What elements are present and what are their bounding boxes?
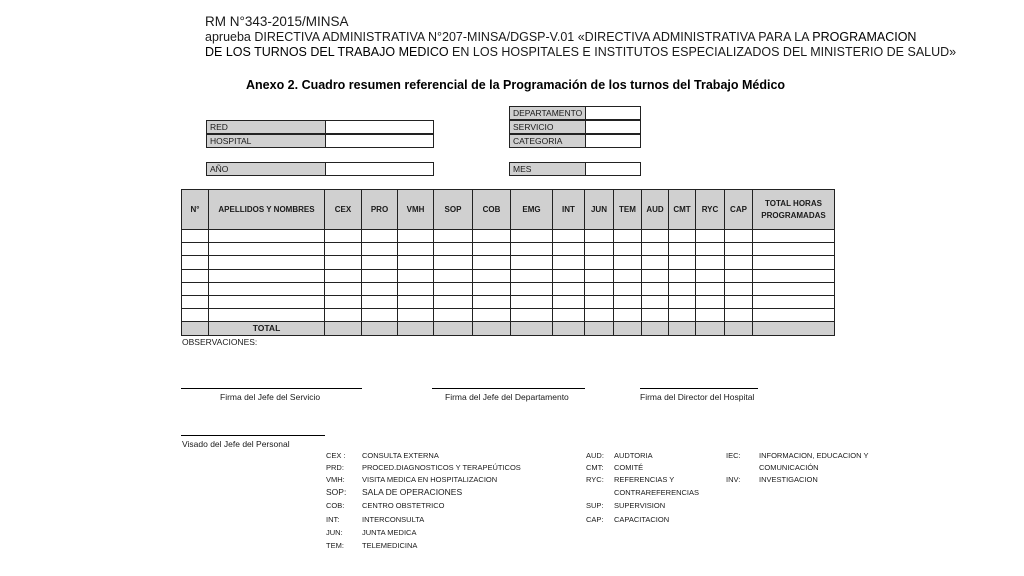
table-row (182, 309, 835, 322)
table-cell[interactable] (725, 256, 753, 269)
header-line-3 (205, 45, 956, 59)
red-input[interactable] (325, 120, 434, 134)
table-row (182, 295, 835, 308)
table-cell[interactable] (614, 309, 642, 322)
table-cell[interactable] (696, 243, 725, 256)
table-cell[interactable] (753, 243, 835, 256)
table-cell[interactable] (614, 295, 642, 308)
table-cell[interactable] (725, 309, 753, 322)
table-cell[interactable] (434, 282, 473, 295)
col-header-name: APELLIDOS Y NOMBRES (209, 190, 325, 230)
table-cell[interactable] (325, 295, 362, 308)
table-cell[interactable] (473, 230, 511, 243)
table-cell[interactable] (696, 282, 725, 295)
observations-label: OBSERVACIONES: (182, 337, 258, 347)
anio-input[interactable] (325, 162, 434, 176)
table-cell[interactable] (362, 309, 398, 322)
table-cell[interactable] (325, 256, 362, 269)
total-hours-line1: TOTAL HORAS (765, 198, 822, 208)
anio-label: AÑO (206, 162, 326, 176)
servicio-input[interactable] (585, 120, 641, 134)
legend-desc: JUNTA MEDICA (362, 528, 417, 537)
signature-line-departamento (432, 388, 585, 389)
table-cell[interactable] (553, 256, 585, 269)
legend-code: JUN: (326, 528, 343, 537)
table-cell[interactable] (362, 256, 398, 269)
col-header-jun: JUN (585, 190, 614, 230)
table-cell[interactable] (585, 269, 614, 282)
table-cell[interactable] (434, 243, 473, 256)
col-header-cob: COB (473, 190, 511, 230)
legend-code: CMT: (586, 463, 604, 472)
table-cell[interactable] (362, 282, 398, 295)
table-cell[interactable] (614, 269, 642, 282)
table-cell[interactable] (434, 230, 473, 243)
table-cell[interactable] (434, 295, 473, 308)
table-cell[interactable] (182, 230, 209, 243)
table-cell[interactable] (725, 322, 753, 335)
table-cell[interactable] (473, 282, 511, 295)
legend-desc: CENTRO OBSTETRICO (362, 501, 445, 510)
table-cell[interactable] (669, 309, 696, 322)
table-cell[interactable] (553, 295, 585, 308)
legend-code: AUD: (586, 451, 604, 460)
table-cell[interactable] (753, 256, 835, 269)
table-cell[interactable] (398, 322, 434, 335)
departamento-label: DEPARTAMENTO (509, 106, 586, 120)
table-row (182, 230, 835, 243)
legend-desc: AUDTORIA (614, 451, 653, 460)
total-hours-line2: PROGRAMADAS (761, 210, 826, 220)
total-row (182, 322, 835, 335)
legend-code: PRD: (326, 463, 344, 472)
table-cell[interactable] (473, 256, 511, 269)
table-cell[interactable] (642, 243, 669, 256)
legend-desc: SALA DE OPERACIONES (362, 487, 463, 497)
table-cell[interactable] (182, 256, 209, 269)
table-cell[interactable] (753, 309, 835, 322)
table-cell[interactable] (585, 309, 614, 322)
table-cell[interactable] (209, 309, 325, 322)
table-cell[interactable] (614, 243, 642, 256)
table-cell[interactable] (182, 309, 209, 322)
header-line-3-highlight: DE LOS TURNOS DEL TRABAJO MEDICO (205, 45, 449, 59)
table-cell[interactable] (753, 322, 835, 335)
legend-code: CAP: (586, 515, 604, 524)
table-cell[interactable] (511, 256, 553, 269)
table-cell[interactable] (182, 295, 209, 308)
departamento-input[interactable] (585, 106, 641, 120)
table-cell[interactable] (511, 309, 553, 322)
table-cell[interactable] (725, 295, 753, 308)
col-header-sop: SOP (434, 190, 473, 230)
table-cell[interactable] (614, 282, 642, 295)
legend-code: INV: (726, 475, 741, 484)
legend-code: TEM: (326, 541, 344, 550)
legend-code: INT: (326, 515, 340, 524)
table-cell[interactable] (669, 269, 696, 282)
table-cell[interactable] (398, 230, 434, 243)
table-cell[interactable] (753, 295, 835, 308)
table-cell[interactable] (325, 322, 362, 335)
col-header-number: N° (182, 190, 209, 230)
legend-desc: CONTRAREFERENCIAS (614, 488, 700, 497)
table-cell[interactable] (473, 295, 511, 308)
table-cell[interactable] (362, 230, 398, 243)
hospital-input[interactable] (325, 134, 434, 148)
table-cell[interactable] (434, 269, 473, 282)
legend-code: SOP: (326, 487, 347, 497)
hospital-label: HOSPITAL (206, 134, 326, 148)
mes-label: MES (509, 162, 586, 176)
table-cell[interactable] (614, 322, 642, 335)
table-cell[interactable] (511, 230, 553, 243)
table-cell[interactable] (325, 243, 362, 256)
table-cell[interactable] (398, 256, 434, 269)
header-line-3-text: EN LOS HOSPITALES E INSTITUTOS ESPECIALIZADOS DEL MINISTERIO DE SALUD» (448, 45, 957, 59)
table-cell[interactable] (434, 309, 473, 322)
col-header-total-hours (753, 190, 835, 230)
header-line-2-highlight: PROGRAMACION (812, 30, 917, 44)
table-cell[interactable] (398, 309, 434, 322)
table-cell[interactable] (642, 309, 669, 322)
table-cell[interactable] (753, 230, 835, 243)
table-cell[interactable] (511, 269, 553, 282)
table-cell[interactable] (696, 295, 725, 308)
table-cell[interactable] (209, 230, 325, 243)
table-cell[interactable] (669, 230, 696, 243)
legend-desc: INFORMACION, EDUCACION Y (759, 451, 869, 460)
signature-line-personal (181, 435, 325, 436)
table-cell[interactable] (209, 269, 325, 282)
table-cell[interactable] (209, 256, 325, 269)
table-cell[interactable] (696, 269, 725, 282)
signature-jefe-departamento: Firma del Jefe del Departamento (445, 392, 569, 402)
legend-desc: REFERENCIAS Y (614, 475, 675, 484)
table-cell[interactable] (398, 243, 434, 256)
mes-input[interactable] (585, 162, 641, 176)
table-cell[interactable] (325, 269, 362, 282)
table-cell[interactable] (642, 230, 669, 243)
table-cell[interactable] (696, 322, 725, 335)
signature-line-servicio (181, 388, 362, 389)
table-cell[interactable] (325, 309, 362, 322)
categoria-input[interactable] (585, 134, 641, 148)
table-cell[interactable] (553, 282, 585, 295)
table-row (182, 282, 835, 295)
legend-desc: COMITÉ (614, 463, 644, 472)
table-cell[interactable] (669, 322, 696, 335)
table-cell[interactable] (325, 230, 362, 243)
table-cell[interactable] (398, 269, 434, 282)
table-cell[interactable] (398, 282, 434, 295)
legend-desc: PROCED.DIAGNOSTICOS Y TERAPEÚTICOS (362, 463, 521, 472)
table-cell[interactable] (585, 256, 614, 269)
table-cell[interactable] (725, 269, 753, 282)
table-cell[interactable] (398, 295, 434, 308)
col-header-vmh: VMH (398, 190, 434, 230)
table-cell[interactable] (696, 230, 725, 243)
legend-desc: COMUNICACIÓN (759, 463, 819, 472)
table-cell[interactable] (362, 243, 398, 256)
shifts-table (181, 189, 835, 336)
table-cell[interactable] (585, 282, 614, 295)
table-cell[interactable] (753, 269, 835, 282)
header-line-2 (205, 30, 916, 44)
table-cell[interactable] (725, 243, 753, 256)
col-header-ryc: RYC (696, 190, 725, 230)
table-cell[interactable] (362, 295, 398, 308)
legend-code: CEX : (326, 451, 346, 460)
table-cell[interactable] (614, 256, 642, 269)
table-cell[interactable] (511, 322, 553, 335)
table-cell[interactable] (209, 243, 325, 256)
table-cell[interactable] (209, 295, 325, 308)
resolution-number: RM N°343-2015/MINSA (205, 14, 349, 29)
table-row (182, 256, 835, 269)
table-cell[interactable] (725, 282, 753, 295)
servicio-label: SERVICIO (509, 120, 586, 134)
total-row-number (182, 322, 209, 335)
legend-code: RYC: (586, 475, 604, 484)
table-cell[interactable] (325, 282, 362, 295)
total-label: TOTAL (209, 322, 325, 335)
table-cell[interactable] (669, 295, 696, 308)
table-cell[interactable] (182, 282, 209, 295)
table-cell[interactable] (553, 230, 585, 243)
table-cell[interactable] (669, 243, 696, 256)
table-cell[interactable] (209, 282, 325, 295)
legend-desc: CONSULTA EXTERNA (362, 451, 439, 460)
table-cell[interactable] (553, 322, 585, 335)
table-cell[interactable] (473, 322, 511, 335)
col-header-aud: AUD (642, 190, 669, 230)
legend-desc: TELEMEDICINA (362, 541, 418, 550)
col-header-cex: CEX (325, 190, 362, 230)
table-cell[interactable] (585, 230, 614, 243)
col-header-cap: CAP (725, 190, 753, 230)
col-header-cmt: CMT (669, 190, 696, 230)
table-cell[interactable] (511, 282, 553, 295)
col-header-emg: EMG (511, 190, 553, 230)
table-cell[interactable] (434, 256, 473, 269)
table-cell[interactable] (553, 243, 585, 256)
header-line-2-text: aprueba DIRECTIVA ADMINISTRATIVA N°207-MINSA/DGSP-V.01 «DIRECTIVA ADMINISTRATIVA PARA LA (205, 30, 813, 44)
legend-desc: INVESTIGACION (759, 475, 818, 484)
table-cell[interactable] (473, 309, 511, 322)
table-cell[interactable] (669, 282, 696, 295)
table-cell[interactable] (669, 256, 696, 269)
categoria-label: CATEGORIA (509, 134, 586, 148)
table-cell[interactable] (642, 269, 669, 282)
table-cell[interactable] (182, 243, 209, 256)
signature-director-hospital: Firma del Director del Hospital (640, 392, 755, 402)
table-cell[interactable] (642, 256, 669, 269)
table-cell[interactable] (553, 269, 585, 282)
legend-desc: CAPACITACION (614, 515, 670, 524)
table-cell[interactable] (696, 256, 725, 269)
table-cell[interactable] (473, 243, 511, 256)
table-cell[interactable] (585, 322, 614, 335)
table-cell[interactable] (642, 282, 669, 295)
table-cell[interactable] (725, 230, 753, 243)
annex-title: Anexo 2. Cuadro resumen referencial de la Programación de los turnos del Trabajo Médico (246, 78, 786, 92)
table-cell[interactable] (182, 269, 209, 282)
legend-code: IEC: (726, 451, 741, 460)
table-row (182, 269, 835, 282)
col-header-pro: PRO (362, 190, 398, 230)
col-header-int: INT (553, 190, 585, 230)
table-cell[interactable] (753, 282, 835, 295)
table-header-row (182, 190, 835, 230)
legend-desc: SUPERVISION (614, 501, 666, 510)
table-cell[interactable] (473, 269, 511, 282)
table-cell[interactable] (642, 295, 669, 308)
signature-line-director (640, 388, 758, 389)
legend-desc: INTERCONSULTA (362, 515, 425, 524)
table-cell[interactable] (553, 309, 585, 322)
table-cell[interactable] (696, 309, 725, 322)
table-cell[interactable] (511, 295, 553, 308)
table-cell[interactable] (511, 243, 553, 256)
table-cell[interactable] (585, 243, 614, 256)
signature-jefe-servicio: Firma del Jefe del Servicio (220, 392, 321, 402)
table-cell[interactable] (434, 322, 473, 335)
legend-code: VMH: (326, 475, 345, 484)
table-row (182, 243, 835, 256)
table-cell[interactable] (642, 322, 669, 335)
legend-desc: VISITA MEDICA EN HOSPITALIZACION (362, 475, 498, 484)
table-cell[interactable] (614, 230, 642, 243)
legend-code: COB: (326, 501, 345, 510)
col-header-tem: TEM (614, 190, 642, 230)
legend-code: SUP: (586, 501, 604, 510)
red-label: RED (206, 120, 326, 134)
table-cell[interactable] (585, 295, 614, 308)
table-cell[interactable] (362, 322, 398, 335)
signature-visado-personal: Visado del Jefe del Personal (182, 439, 290, 449)
table-cell[interactable] (362, 269, 398, 282)
